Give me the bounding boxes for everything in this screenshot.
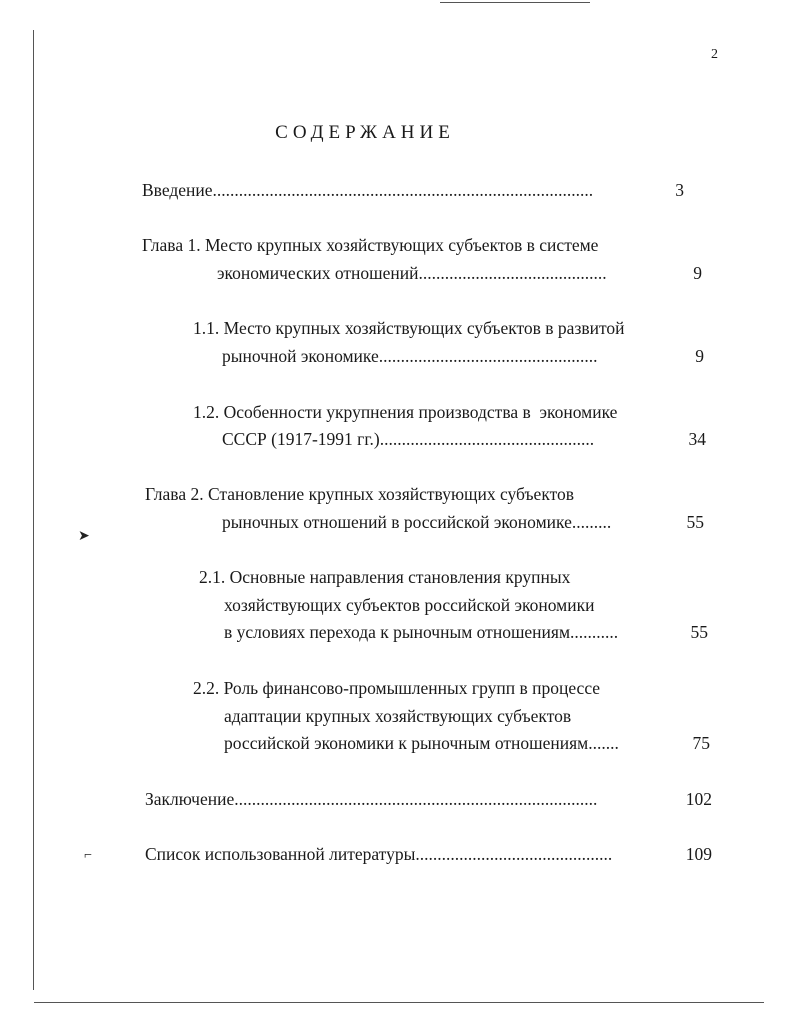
leader-dots: ....... (588, 733, 619, 753)
toc-page: 75 (692, 733, 710, 753)
page-number: 2 (711, 47, 718, 62)
toc-section-2-2[interactable]: 2.2. Роль финансово-промышленных групп в процессе (193, 678, 601, 698)
toc-label: СССР (1917-1991 гг.) (222, 429, 380, 449)
scan-edge-top (440, 2, 590, 3)
toc-section-2-1-cont: хозяйствующих субъектов российской экономики (224, 595, 595, 615)
toc-label: рыночных отношений в российской экономике (222, 512, 572, 532)
toc-section-2-2-cont (224, 735, 619, 753)
toc-section-1-2[interactable]: 1.2. Особенности укрупнения производства в экономике (193, 402, 618, 422)
toc-page: 55 (686, 512, 704, 532)
toc-entry-literature[interactable] (145, 846, 612, 864)
toc-label: Список использованной литературы (145, 844, 416, 864)
page-title: СОДЕРЖАНИЕ (275, 122, 455, 143)
toc-label: Заключение (145, 789, 235, 809)
leader-dots: .................................................. (378, 346, 598, 366)
toc-section-2-1[interactable]: 2.1. Основные направления становления крупных (199, 567, 571, 587)
scan-mark: ➤ (78, 529, 90, 544)
toc-section-2-2-cont: адаптации крупных хозяйствующих субъектов (224, 706, 572, 726)
leader-dots: ................................................. (379, 429, 595, 449)
toc-chapter-1-cont (217, 265, 607, 283)
toc-page: 102 (685, 789, 712, 809)
toc-section-1-1-cont (222, 348, 598, 366)
scan-edge-bottom (34, 1002, 764, 1003)
toc-chapter-2[interactable]: Глава 2. Становление крупных хозяйствующих субъектов (145, 484, 575, 504)
scan-edge-left (33, 30, 34, 990)
toc-label: в условиях перехода к рыночным отношениям (224, 622, 571, 642)
toc-section-2-1-cont (224, 624, 618, 642)
toc-page: 9 (695, 346, 704, 366)
toc-chapter-1[interactable]: Глава 1. Место крупных хозяйствующих субъектов в системе (142, 235, 599, 255)
toc-entry-intro[interactable] (142, 182, 593, 200)
leader-dots: ......... (571, 512, 612, 532)
leader-dots: ....................................................................................... (212, 180, 594, 200)
leader-dots: ............................................. (415, 844, 613, 864)
toc-page: 34 (688, 429, 706, 449)
toc-section-1-2-cont (222, 431, 594, 449)
toc-entry-conclusion[interactable] (145, 791, 597, 809)
toc-page: 109 (685, 844, 712, 864)
leader-dots: ........................................... (418, 263, 607, 283)
toc-page: 3 (675, 180, 684, 200)
leader-dots: ................................................................................... (234, 789, 598, 809)
toc-section-1-1[interactable]: 1.1. Место крупных хозяйствующих субъектов в развитой (193, 318, 625, 338)
toc-label: российской экономики к рыночным отношениям (224, 733, 589, 753)
toc-page: 55 (690, 622, 708, 642)
toc-label: Введение (142, 180, 213, 200)
toc-label: экономических отношений (217, 263, 419, 283)
toc-label: рыночной экономике (222, 346, 379, 366)
leader-dots: ........... (570, 622, 619, 642)
toc-chapter-2-cont (222, 514, 611, 532)
scan-mark: ⌐ (84, 848, 92, 863)
toc-page: 9 (693, 263, 702, 283)
